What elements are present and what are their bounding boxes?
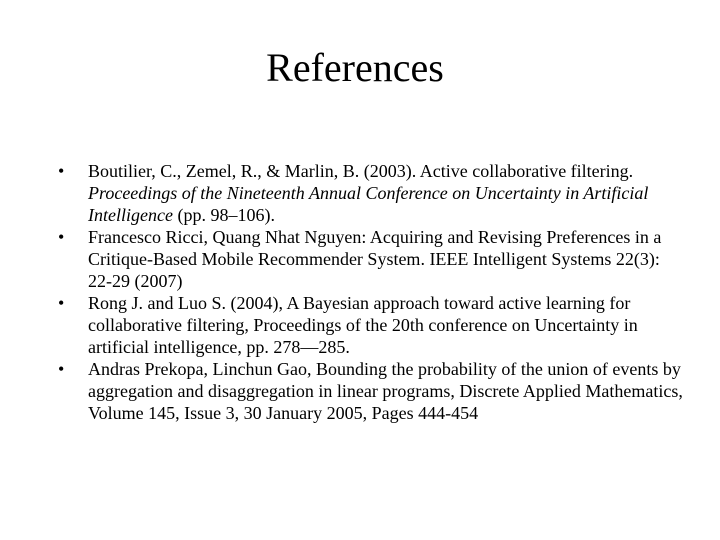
bullet-icon: • [58,227,65,247]
reference-text-italic: Proceedings of the Nineteenth Annual Conference on Uncertainty in Artificial Intelligence [88,183,649,225]
reference-text [88,161,648,225]
reference-item [58,358,688,424]
reference-text-segment: Andras Prekopa, Linchun Gao, Bounding the probability of the union of events by aggregation and disaggregation in linear programs, Discrete Applied Mathematics, Volume 145, Issue 3, 30 January 2005, Pages 444-454 [88,359,683,423]
reference-list [58,160,688,424]
reference-text-segment: Rong J. and Luo S. (2004), A Bayesian approach toward active learning for collaborative filtering, Proceedings of the 20th conference on Uncertainty in artificial intelligence, pp. 278—285. [88,293,638,357]
bullet-icon: • [58,161,65,181]
reference-text [88,359,683,423]
reference-text-segment: Francesco Ricci, Quang Nhat Nguyen: Acquiring and Revising Preferences in a Critique-Based Mobile Recommender System. IEEE Intelligent Systems 22(3): 22-29 (2007) [88,227,662,291]
reference-item [58,160,688,226]
reference-item [58,226,688,292]
bullet-icon: • [58,359,65,379]
reference-text-segment: Boutilier, C., Zemel, R., & Marlin, B. (2003). Active collaborative filtering. [88,161,634,181]
reference-text [88,227,661,291]
reference-item [58,292,688,358]
bullet-icon: • [58,293,65,313]
reference-text-segment: (pp. 98–106). [172,205,275,225]
slide-title: References [266,45,444,90]
reference-text [88,293,638,357]
